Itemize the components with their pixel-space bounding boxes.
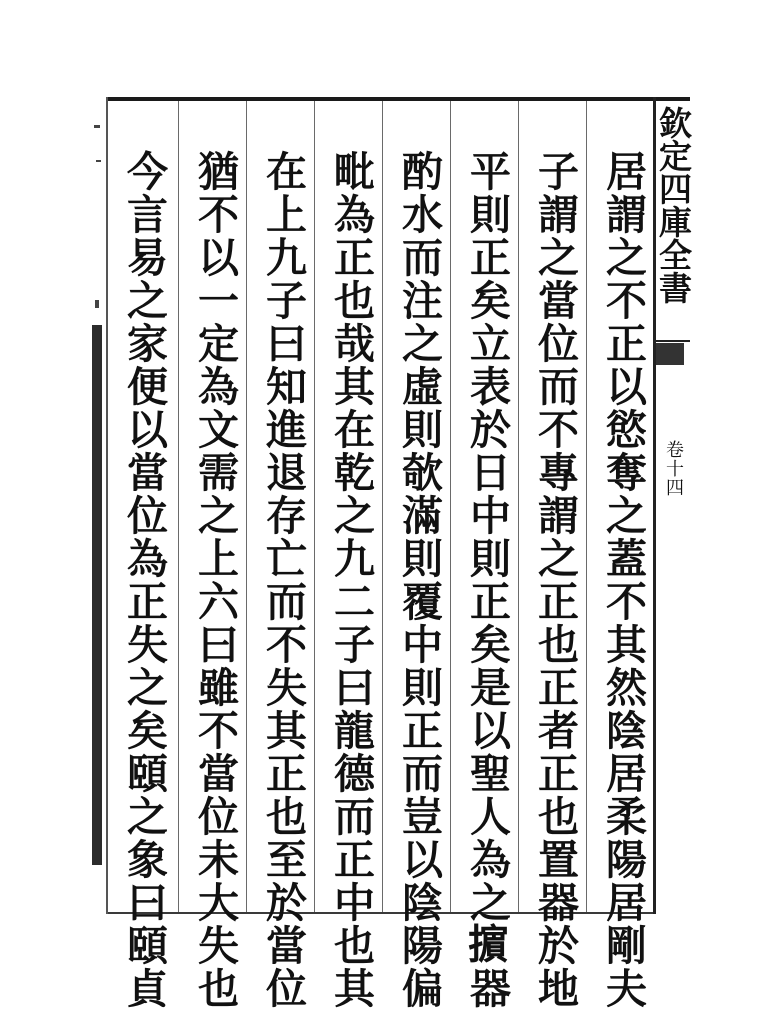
column-divider (178, 101, 179, 912)
text-column-5: 毗為正也哉其在乾之九二子曰龍德而正中也其 (327, 150, 375, 1010)
binding-speck (96, 160, 101, 162)
binding-speck (95, 300, 99, 308)
column-divider (586, 101, 587, 912)
text-column-6: 在上九子曰知進退存亡而不失其正也至於當位 (259, 150, 307, 1010)
volume-label: 卷十四 (663, 440, 684, 497)
column-divider (382, 101, 383, 912)
fish-tail-mark (656, 343, 684, 365)
text-column-8: 今言易之家便以當位為正失之矣頤之象曰頤貞 (120, 150, 168, 1010)
text-column-3: 平則正矣立表於日中則正矣是以聖人為之𢷤器 (463, 150, 511, 1010)
text-column-7: 猶不以一定為文需之上六曰雖不當位未大失也 (191, 150, 239, 1010)
text-column-1: 居謂之不正以慾奪之蓋不其然陰居柔陽居剛夫 (599, 150, 647, 1010)
binding-edge-shadow (92, 325, 102, 865)
column-divider (246, 101, 247, 912)
column-divider (518, 101, 519, 912)
text-column-2: 子謂之當位而不專謂之正也正者正也置器於地 (531, 150, 579, 1010)
frame-top-rule (108, 97, 690, 101)
binding-speck (94, 125, 100, 128)
column-divider (450, 101, 451, 912)
book-title-header: 欽定四庫全書 (654, 106, 693, 304)
header-separator-rule (656, 340, 690, 342)
column-divider (314, 101, 315, 912)
text-column-4: 酌水而注之虛則欹滿則覆中則正而豈以陰陽偏 (395, 150, 443, 1010)
frame-left-rule (106, 97, 108, 914)
